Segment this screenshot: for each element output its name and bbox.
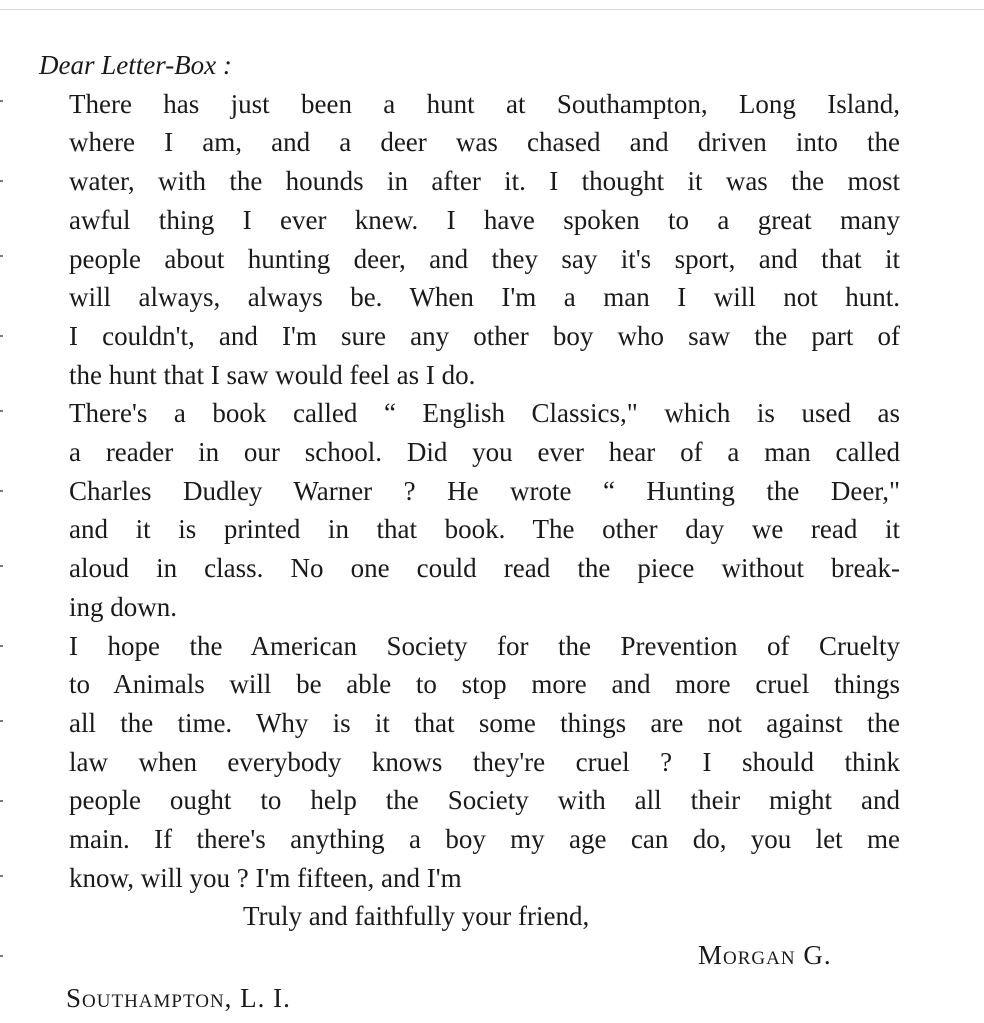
paragraph-line: to Animals will be able to stop more and more cruel things [69,669,900,700]
paragraph-line: There has just been a hunt at Southampton, Long Island, [69,88,900,119]
paragraph-line: I hope the American Society for the Prevention of Cruelty [69,630,900,661]
paragraph-line: a reader in our school. Did you ever hear of a man called [69,437,900,468]
paragraph-line: ing down. [69,591,177,622]
letter-body [38,46,900,1018]
salutation: Dear Letter-Box : [39,50,232,80]
paragraph-line: There's a book called “ English Classics," which is used as [69,398,900,429]
paragraph-line: know, will you ? I'm fifteen, and I'm [69,862,462,893]
closing: Truly and faithfully your friend, [243,901,590,932]
paragraph-line: law when everybody knows they're cruel ? I should think [69,746,900,777]
place-line: Southampton, L. I. [66,982,291,1013]
paragraph-line: aloud in class. No one could read the piece without break- [69,553,900,584]
paragraph-line: I couldn't, and I'm sure any other boy who saw the part of [69,320,900,351]
paragraph-3 [38,627,900,898]
top-divider [0,9,984,10]
paragraph-line: will always, always be. When I'm a man I will not hunt. [69,282,900,313]
paragraph-2 [38,394,900,626]
paragraph-line: the hunt that I saw would feel as I do. [69,359,476,390]
paragraph-line: people about hunting deer, and they say it's sport, and that it [69,243,900,274]
paragraph-line: and it is printed in that book. The other day we read it [69,514,900,545]
paragraph-line: where I am, and a deer was chased and driven into the [69,127,900,158]
paragraph-line: Charles Dudley Warner ? He wrote “ Hunting the Deer," [69,475,900,506]
paragraph-line: people ought to help the Society with all their might and [69,785,900,816]
signature: Morgan G. [698,940,832,971]
paragraph-line: water, with the hounds in after it. I thought it was the most [69,166,900,197]
paragraph-line: all the time. Why is it that some things are not against the [69,707,900,738]
paragraph-1 [38,85,900,395]
paragraph-line: awful thing I ever knew. I have spoken to a great many [69,204,900,235]
left-margin-marks [0,60,4,1020]
paragraph-line: main. If there's anything a boy my age can do, you let me [69,824,900,855]
